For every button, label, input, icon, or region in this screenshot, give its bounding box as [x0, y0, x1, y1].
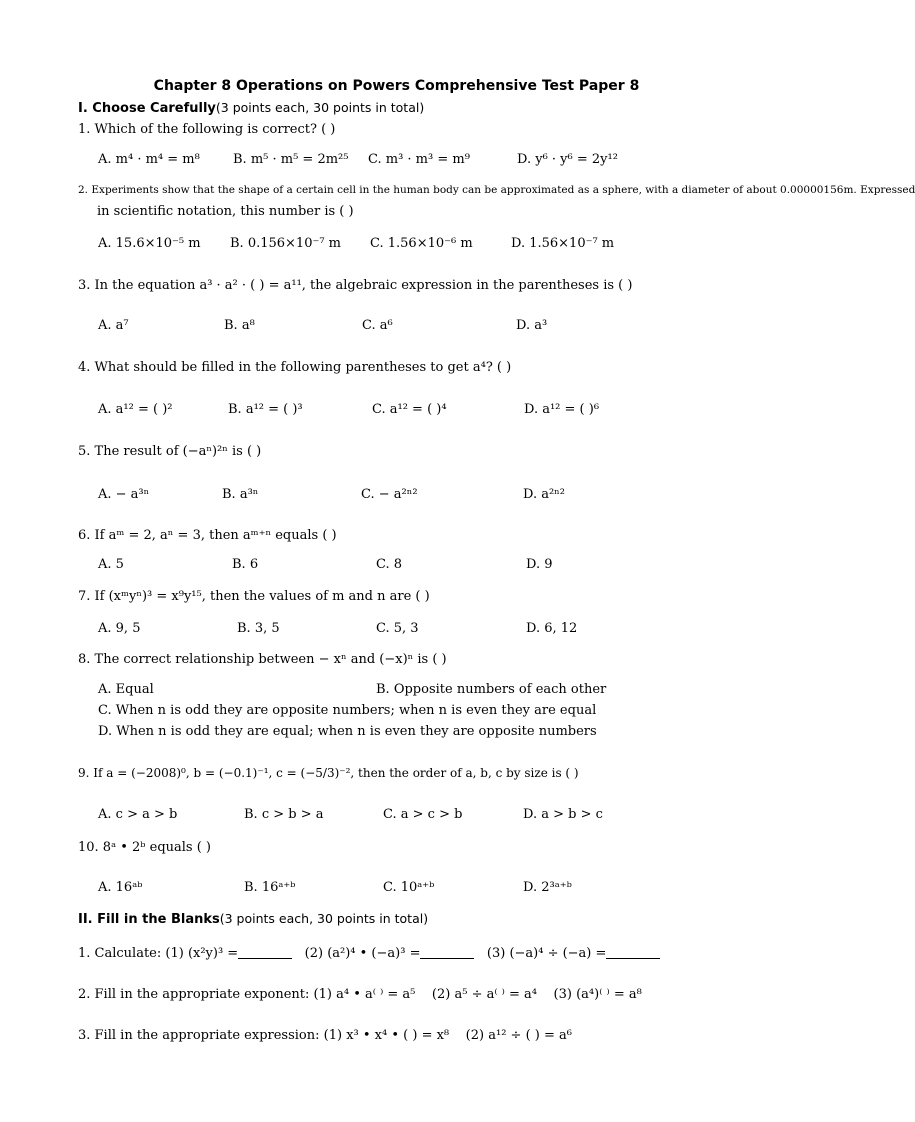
- question-5-option-a: A. − a³ⁿ: [98, 487, 150, 502]
- fill-1-part-1: (x²y)³ =: [187, 946, 239, 961]
- fill-question-1: [78, 944, 660, 961]
- question-4-stem: 4. What should be filled in the following parentheses to get a⁴? ( ): [78, 360, 512, 375]
- fill-1-blank-1[interactable]: [238, 944, 292, 959]
- fill-2-part-3: (a⁴)⁽ ⁾ = a⁸: [576, 987, 642, 1002]
- question-6-option-a: A. 5: [98, 557, 124, 572]
- section-1-note: (3 points each, 30 points in total): [215, 100, 425, 115]
- question-10-option-d: D. 2³ᵃ⁺ᵇ: [523, 880, 572, 895]
- question-10-option-a: A. 16ᵃᵇ: [98, 880, 143, 895]
- question-5-option-c: C. − a²ⁿ²: [361, 487, 418, 502]
- fill-2-part-3-label: (3): [553, 987, 572, 1002]
- question-4-option-c: C. a¹² = ( )⁴: [372, 402, 447, 417]
- question-2-option-b: B. 0.156×10⁻⁷ m: [230, 236, 342, 251]
- question-5-option-b: B. a³ⁿ: [222, 487, 259, 502]
- section-2-note: (3 points each, 30 points in total): [219, 911, 429, 926]
- question-3-option-c: C. a⁶: [362, 318, 393, 333]
- question-10-stem: 10. 8ᵃ • 2ᵇ equals ( ): [78, 840, 212, 855]
- section-1-heading: [78, 100, 424, 116]
- section-2-heading: [78, 911, 428, 927]
- question-7-option-c: C. 5, 3: [376, 621, 419, 636]
- fill-2-part-2-label: (2): [431, 987, 451, 1002]
- question-9-option-c: C. a > c > b: [383, 807, 463, 822]
- page-title: Chapter 8 Operations on Powers Comprehensive Test Paper 8: [153, 78, 640, 94]
- question-9-option-a: A. c > a > b: [98, 807, 178, 822]
- question-8-option-d: D. When n is odd they are equal; when n is even they are opposite numbers: [98, 724, 597, 739]
- question-5-stem: 5. The result of (−aⁿ)²ⁿ is ( ): [78, 444, 262, 459]
- question-1-option-a: A. m⁴ · m⁴ = m⁸: [98, 152, 200, 167]
- question-2-option-d: D. 1.56×10⁻⁷ m: [511, 236, 615, 251]
- question-3-stem: 3. In the equation a³ · a² · ( ) = a¹¹, the algebraic expression in the parentheses is ( ): [78, 278, 633, 293]
- question-8-option-c: C. When n is odd they are opposite numbers; when n is even they are equal: [98, 703, 597, 718]
- question-7-stem: 7. If (xᵐyⁿ)³ = x⁹y¹⁵, then the values of m and n are ( ): [78, 589, 430, 604]
- fill-question-3: [78, 1028, 572, 1043]
- fill-1-blank-3[interactable]: [606, 944, 660, 959]
- fill-3-part-1: x³ • x⁴ • ( ) = x⁸: [346, 1028, 450, 1043]
- question-2-option-c: C. 1.56×10⁻⁶ m: [370, 236, 473, 251]
- question-6-option-c: C. 8: [376, 557, 403, 572]
- fill-1-part-2: (a²)⁴ • (−a)³ =: [327, 946, 421, 961]
- fill-3-part-2-label: (2): [465, 1028, 485, 1043]
- question-6-stem: 6. If aᵐ = 2, aⁿ = 3, then aᵐ⁺ⁿ equals ( ): [78, 528, 337, 543]
- fill-1-part-2-label: (2): [304, 946, 324, 961]
- fill-2-part-1: a⁴ • a⁽ ⁾ = a⁵: [336, 987, 416, 1002]
- question-2-stem-line-2: in scientific notation, this number is ( ): [97, 204, 354, 219]
- fill-2-label: 2. Fill in the appropriate exponent: (1): [78, 987, 332, 1002]
- fill-1-part-3-label: (3): [486, 946, 506, 961]
- fill-2-part-2: a⁵ ÷ a⁽ ⁾ = a⁴: [454, 987, 537, 1002]
- question-8-option-b: B. Opposite numbers of each other: [376, 682, 607, 697]
- question-3-option-d: D. a³: [516, 318, 548, 333]
- fill-3-part-2: a¹² ÷ ( ) = a⁶: [488, 1028, 572, 1043]
- question-1-stem: 1. Which of the following is correct? ( ): [78, 122, 336, 137]
- question-9-stem: 9. If a = (−2008)⁰, b = (−0.1)⁻¹, c = (−5/3)⁻², then the order of a, b, c by size is ( ): [78, 766, 579, 780]
- question-7-option-a: A. 9, 5: [98, 621, 141, 636]
- fill-question-2: [78, 987, 642, 1002]
- fill-1-blank-2[interactable]: [420, 944, 474, 959]
- question-6-option-b: B. 6: [232, 557, 259, 572]
- question-4-option-b: B. a¹² = ( )³: [228, 402, 303, 417]
- question-6-option-d: D. 9: [526, 557, 553, 572]
- fill-3-label: 3. Fill in the appropriate expression: (1): [78, 1028, 343, 1043]
- section-2-title: II. Fill in the Blanks: [78, 912, 220, 927]
- question-8-option-a: A. Equal: [98, 682, 154, 697]
- question-2-stem-line-1: 2. Experiments show that the shape of a certain cell in the human body can be approximated as a sphere, with a diameter of about 0.00000156m. Expressed: [78, 184, 915, 196]
- question-3-option-a: A. a⁷: [98, 318, 129, 333]
- fill-1-part-3: (−a)⁴ ÷ (−a) =: [509, 946, 607, 961]
- question-1-option-b: B. m⁵ · m⁵ = 2m²⁵: [233, 152, 349, 167]
- question-9-option-d: D. a > b > c: [523, 807, 603, 822]
- section-1-title: I. Choose Carefully: [78, 101, 216, 116]
- question-10-option-b: B. 16ᵃ⁺ᵇ: [244, 880, 296, 895]
- question-9-option-b: B. c > b > a: [244, 807, 324, 822]
- question-4-option-d: D. a¹² = ( )⁶: [524, 402, 600, 417]
- question-3-option-b: B. a⁸: [224, 318, 255, 333]
- question-2-option-a: A. 15.6×10⁻⁵ m: [98, 236, 201, 251]
- question-4-option-a: A. a¹² = ( )²: [98, 402, 173, 417]
- question-7-option-d: D. 6, 12: [526, 621, 578, 636]
- fill-1-label: 1. Calculate: (1): [78, 946, 184, 961]
- question-8-stem: 8. The correct relationship between − xⁿ and (−x)ⁿ is ( ): [78, 652, 447, 667]
- question-7-option-b: B. 3, 5: [237, 621, 280, 636]
- question-1-option-d: D. y⁶ · y⁶ = 2y¹²: [517, 152, 618, 167]
- question-1-option-c: C. m³ · m³ = m⁹: [368, 152, 470, 167]
- question-10-option-c: C. 10ᵃ⁺ᵇ: [383, 880, 435, 895]
- question-5-option-d: D. a²ⁿ²: [523, 487, 566, 502]
